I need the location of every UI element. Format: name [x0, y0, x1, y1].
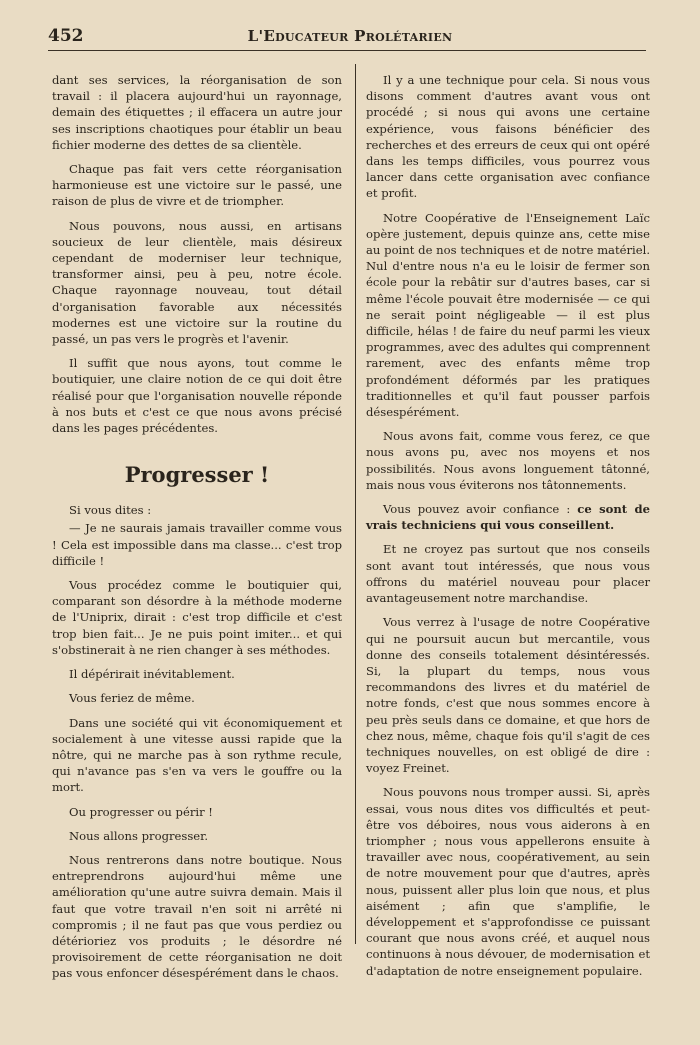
paragraph: Notre Coopérative de l'Enseignement Laïc opère justement, depuis quinze ans, cette mise au point de nos techniques et de notre matériel. Nul d'entre nous n'a eu le loisir de fermer son école pour la rebâtir sur d'autres bases, car si même l'école pouvait être modernisée — ce qui ne serait point négligeable — il est plus difficile, hélas ! de faire du neuf parmi les vieux programmes, avec des adultes qui comprennent rarement, avec des enfants même trop profondément déformés par les pratiques traditionnelles et qu'il faut pousser parfois désespérément.	[366, 210, 650, 420]
paragraph: Il dépérirait inévitablement.	[69, 667, 235, 682]
paragraph: Nous rentrerons dans notre boutique. Nous entreprendrons aujourd'hui même une amélioration qu'une autre suivra demain. Mais il faut que votre travail n'en soit ni arrêté ni compromis ; il ne faut pas que vous perdiez ou détérioriez vos produits ; le désordre né provisoirement de cette réorganisation ne doit pas vous enfoncer désespérément dans le chaos.	[52, 852, 342, 981]
confidence-lead: Vous pouvez avoir confiance :	[383, 502, 578, 517]
paragraph: Il suffit que nous ayons, tout comme le boutiquier, une claire notion de ce qui doit être réalisé pour que l'organisation nouvelle réponde à nos buts et c'est ce que nous avons précisé dans les pages précédentes.	[52, 356, 342, 436]
page-number: 452	[48, 26, 84, 46]
header-rule	[48, 50, 646, 51]
paragraph: Nous pouvons nous tromper aussi. Si, après essai, vous nous dites vos difficultés et peut-être vos déboires, nous vous aiderons à en triompher ; nous vous appellerons ensuite à travailler avec nous, coopérativement, au sein de notre mouvement pour que d'autres, après nous, puissent aller plus loin que nous, et plus aisément ; afin que s'amplifie, le développement et s'approfondisse ce puissant courant que nous avons créé, et auquel nous continuons à nous dévouer, de modernisation et d'adaptation de notre enseignement populaire.	[366, 785, 650, 978]
right-column	[366, 72, 650, 987]
confidence-emphasis: ce sont de vrais techniciens qui vous conseillent.	[366, 502, 650, 533]
page-header	[48, 26, 652, 50]
paragraph: Si vous dites :	[69, 503, 152, 518]
paragraph: Nous avons fait, comme vous ferez, ce que nous avons pu, avec nos moyens et nos possibilités. Nous avons longuement tâtonné, mais nous vous éviterons nos tâtonnements.	[366, 429, 650, 492]
section-title: Progresser !	[124, 462, 270, 488]
paragraph: Vous verrez à l'usage de notre Coopérative qui ne poursuit aucun but mercantile, vous donne des conseils totalement désintéressés. Si, la plupart du temps, nous vous recommandons des livres et du matériel de notre fonds, c'est que nous sommes encore à peu près seuls dans ce domaine, et que hors de chez nous, même, chaque fois qu'il s'agit de ces techniques nouvelles, on est obligé de dire : voyez Freinet.	[366, 615, 650, 776]
paragraph: Vous feriez de même.	[69, 691, 195, 706]
confidence-paragraph	[366, 501, 650, 533]
paragraph: Ou progresser ou périr !	[69, 804, 213, 819]
paragraph: Chaque pas fait vers cette réorganisation harmonieuse est une victoire sur le passé, une raison de plus de vivre et de triompher.	[52, 162, 342, 209]
paragraph: Dans une société qui vit économiquement et socialement à une vitesse aussi rapide que la nôtre, qui ne marche pas à son rythme recule, qui n'avance pas s'en va vers le gouffre ou la mort.	[52, 715, 342, 795]
paragraph: dant ses services, la réorganisation de son travail : il placera aujourd'hui un rayonnage, demain des étiquettes ; il effacera un autre jour ses inscriptions chaotiques pour établir un beau fichier moderne des dettes de sa clientèle.	[52, 73, 342, 152]
paragraph: Vous procédez comme le boutiquier qui, comparant son désordre à la méthode moderne de l'Uniprix, dirait : c'est trop difficile et c'est trop bien fait... Je ne puis point imiter... et qui s'obstinerait à ne rien changer à ses méthodes.	[52, 578, 342, 657]
paragraph: — Je ne saurais jamais travailler comme vous ! Cela est impossible dans ma classe... c'est trop difficile !	[52, 521, 342, 568]
paragraph: Il y a une technique pour cela. Si nous vous disons comment d'autres avant vous ont procédé ; si nous qui avons une certaine expérience, vous faisons bénéficier des recherches et des erreurs de ceux qui ont opéré dans les temps difficiles, vous pourrez vous lancer dans cette organisation avec confiance et profit.	[366, 73, 650, 201]
paragraph: Nous pouvons, nous aussi, en artisans soucieux de leur clientèle, mais désireux cependant de moderniser leur technique, transformer ainsi, peu à peu, notre école. Chaque rayonnage nouveau, tout détail d'organisation favorable aux nécessités modernes est une victoire sur la routine du passé, un pas vers le progrès et l'avenir.	[52, 218, 342, 347]
journal-title: L'Educateur Prolétarien	[247, 27, 453, 45]
paragraph: Et ne croyez pas surtout que nos conseils sont avant tout intéressés, que nous vous offrons du matériel nouveau pour placer avantageusement notre marchandise.	[366, 542, 650, 606]
column-divider	[355, 64, 356, 944]
left-column	[52, 72, 342, 990]
paragraph: Nous allons progresser.	[69, 828, 209, 843]
